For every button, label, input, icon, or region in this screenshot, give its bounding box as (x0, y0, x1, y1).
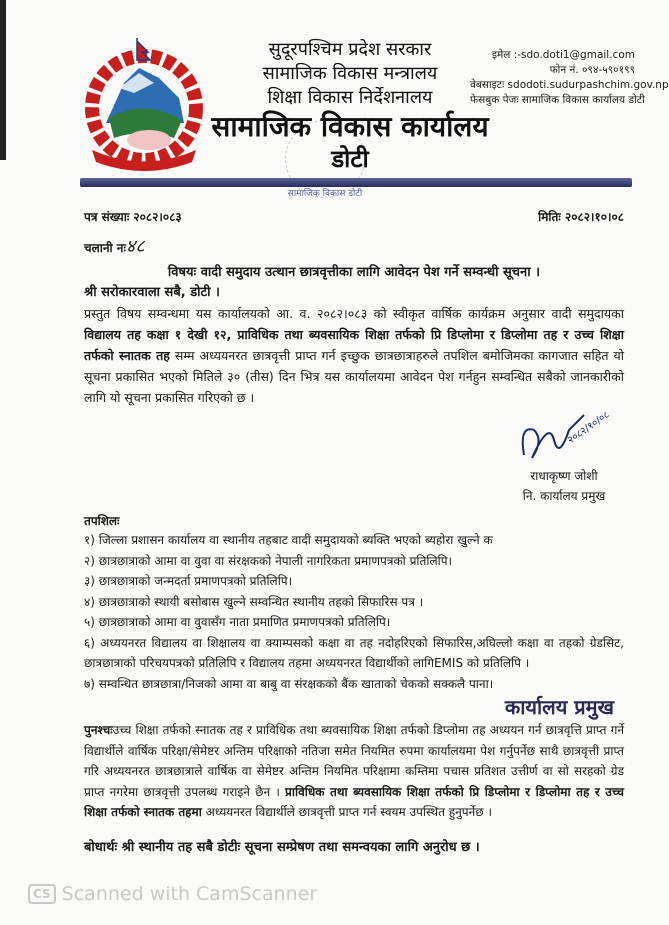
email: इमेल :-sdo.doti1@gmail.com (491, 49, 635, 61)
scanner-watermark (0, 859, 645, 925)
signature-icon (514, 410, 614, 460)
signature-block (504, 410, 624, 506)
contact-block (470, 48, 669, 108)
signature-area (84, 410, 624, 506)
list-item: ७) सम्वन्धित छात्रछात्रा/निजको आमा वा बाबु वा संरक्षकको बैंक खाताको चेकको सक्कलै पाना। (84, 676, 494, 691)
watermark-text: Scanned with CamScanner (61, 882, 318, 905)
signatory-name: राधाकृष्ण जोशी (530, 469, 598, 483)
nepal-emblem-icon (84, 38, 204, 176)
addressee: श्री सरोकारवाला सबै, डोटी । (84, 285, 220, 300)
letter-number: पत्र संख्याः २०८२।०८३ (84, 210, 182, 224)
requirements-list (84, 530, 624, 694)
list-item: ४) छात्रछात्राको स्थायी बसोबास खुल्ने सम्वन्धित स्थानीय तहको सिफारिस पत्र । (84, 594, 424, 609)
dispatch-number (84, 234, 624, 261)
body-paragraph (84, 303, 624, 408)
postscript-text: उच्च शिक्षा तर्फको स्नातक तह र प्राविधिक तथा ब्यवसायिक शिक्षा तर्फको डिप्लोमा तह अध्ययन गर्न छात्रवृत्ति प्राप्त गर्ने विद्यार्थीले वार्षिक परिक्षा/सेमेष्टर अन्तिम परिक्षाको नतिजा समेत नियमित रुपमा कार्यालयमा पेश गर्नुपर्नेछ साथै छात्रवृत्ती प्राप्त गरि अध्ययनरत छात्रछात्राले वार्षिक वा सेमेष्टर अन्तिम नियमित परिक्षामा कम्तिमा पचास प्रतिशत उत्तीर्ण वा सो सरहको ग्रेड प्राप्त नगरेमा छात्रवृत्ती उपलब्ध गराइने छैन । (84, 723, 624, 799)
district-heading: डोटी (331, 145, 369, 173)
website: वेबसाइटः sdodoti.sudurpashchim.gov.np (470, 79, 669, 91)
body-bold-text: विद्यालय तह कक्षा १ देखी १२, प्राविधिक तथा ब्यवसायिक शिक्षा तर्फको प्रि डिप्लोमा र डिप्लोमा तह र उच्च शिक्षा तर्फको स्नातक तह (84, 327, 624, 363)
header-divider (80, 178, 632, 187)
seal-text: सामाजिक विकास डोटी (287, 189, 363, 199)
list-item: १) जिल्ला प्रशासन कार्यालय वा स्थानीय तहबाट वादी समुदायको ब्यक्ति भएको ब्यहोरा खुल्ने क (84, 533, 493, 547)
list-item: २) छात्रछात्राको आमा वा वुवा वा संरक्षकको नेपाली नागरिकता प्रमाणपत्रको प्रतिलिपि। (84, 553, 453, 568)
reference-row (84, 208, 624, 226)
office-heading: सामाजिक विकास कार्यालय (211, 110, 489, 143)
heading-column (200, 38, 500, 174)
postscript-text: अध्ययनरत विद्यार्थीले छात्रवृत्ती प्राप्त गर्न स्वयम उपस्थित हुनुपर्नेछ । (201, 805, 493, 819)
list-item: ६) अध्ययनरत विद्यालय वा शिक्षालय वा क्याम्पसको कक्षा वा तह नदोहरिएको सिफारिस,अघिल्लो कक्षा वा तहको ग्रेडसिट, छात्रछात्राको परिचयपत्रको प्रतिलिपि र विद्यालय तहमा अध्ययनरत विद्यार्थीको लागिEMIS को प्रतिलिपि । (84, 635, 624, 670)
phone: फोन नं. ०९४-५९०१९९ (549, 64, 635, 76)
office-head-stamp: कार्यालय प्रमुख (504, 695, 614, 719)
directorate-heading: शिक्षा विकास निर्देशनालय (267, 87, 433, 108)
dispatch-value: ४८ (125, 236, 145, 257)
cc-line: बोधार्थः श्री स्थानीय तह सबै डोटीः सूचना सम्प्रेषण तथा समन्वयका लागि अनुरोध छ । (84, 839, 480, 855)
letterhead (0, 0, 669, 200)
camscanner-logo: CS (28, 884, 56, 904)
subject-line: विषयः वादी समुदाय उत्थान छात्रवृत्तीका लागि आवेदन पेश गर्ने सम्वन्धी सूचना । (167, 265, 541, 280)
province-heading: सुदूरपश्चिम प्रदेश सरकार (268, 39, 432, 60)
postscript-bold: प्राविधिक तथा ब्यवसायिक शिक्षा तर्फको प्रि डिप्लोमा र डिप्लोमा तह र उच्च शिक्षा तर्फको स्नातक तहमा (84, 784, 624, 819)
ministry-heading: सामाजिक विकास मन्त्रालय (262, 63, 438, 84)
signature-date: २०८२/१०/०८ (565, 409, 612, 447)
letter-date: मितिः २०८२।१०।०८ (538, 210, 624, 224)
body-text: सम्म अध्ययनरत छात्रवृत्ती प्राप्त गर्न इच्छुक छात्रछात्राहरुले तपशिल बमोजिमका कागजात सहित यो सूचना प्रकासित भएको मितिले ३० (तीस) दिन भित्र यस कार्यालयमा आवेदन पेश गर्नहुन सम्वन्धित सबैको जानकारीको लागि यो सूचना प्रकासित गरिएको छ । (84, 348, 624, 405)
signatory-title: नि. कार्यालय प्रमुख (522, 489, 606, 503)
details-heading: तपशिलः (84, 514, 120, 528)
body-text: प्रस्तुत विषय सम्वन्धमा यस कार्यालयको आ. व. २०८२।०८३ को स्वीकृत वार्षिक कार्यक्रम अनुसार वादी समुदायका (84, 306, 624, 321)
list-item: ५) छात्रछात्राको आमा वा वुवासँग नाता प्रमाणित प्रमाणपत्रको प्रतिलिपि। (84, 615, 391, 629)
dispatch-label: चलानी नः (84, 241, 126, 255)
list-item: ३) छात्रछात्राको जन्मदर्ता प्रमाणपत्रको प्रतिलिपि। (84, 574, 293, 588)
postscript (84, 720, 624, 823)
facebook: फेसबुक पेजः सामाजिक विकास कार्यालय डोटी (470, 94, 645, 106)
scan-edge (0, 0, 6, 160)
postscript-label: पुनश्चः (84, 723, 113, 737)
letter-content (0, 200, 645, 859)
